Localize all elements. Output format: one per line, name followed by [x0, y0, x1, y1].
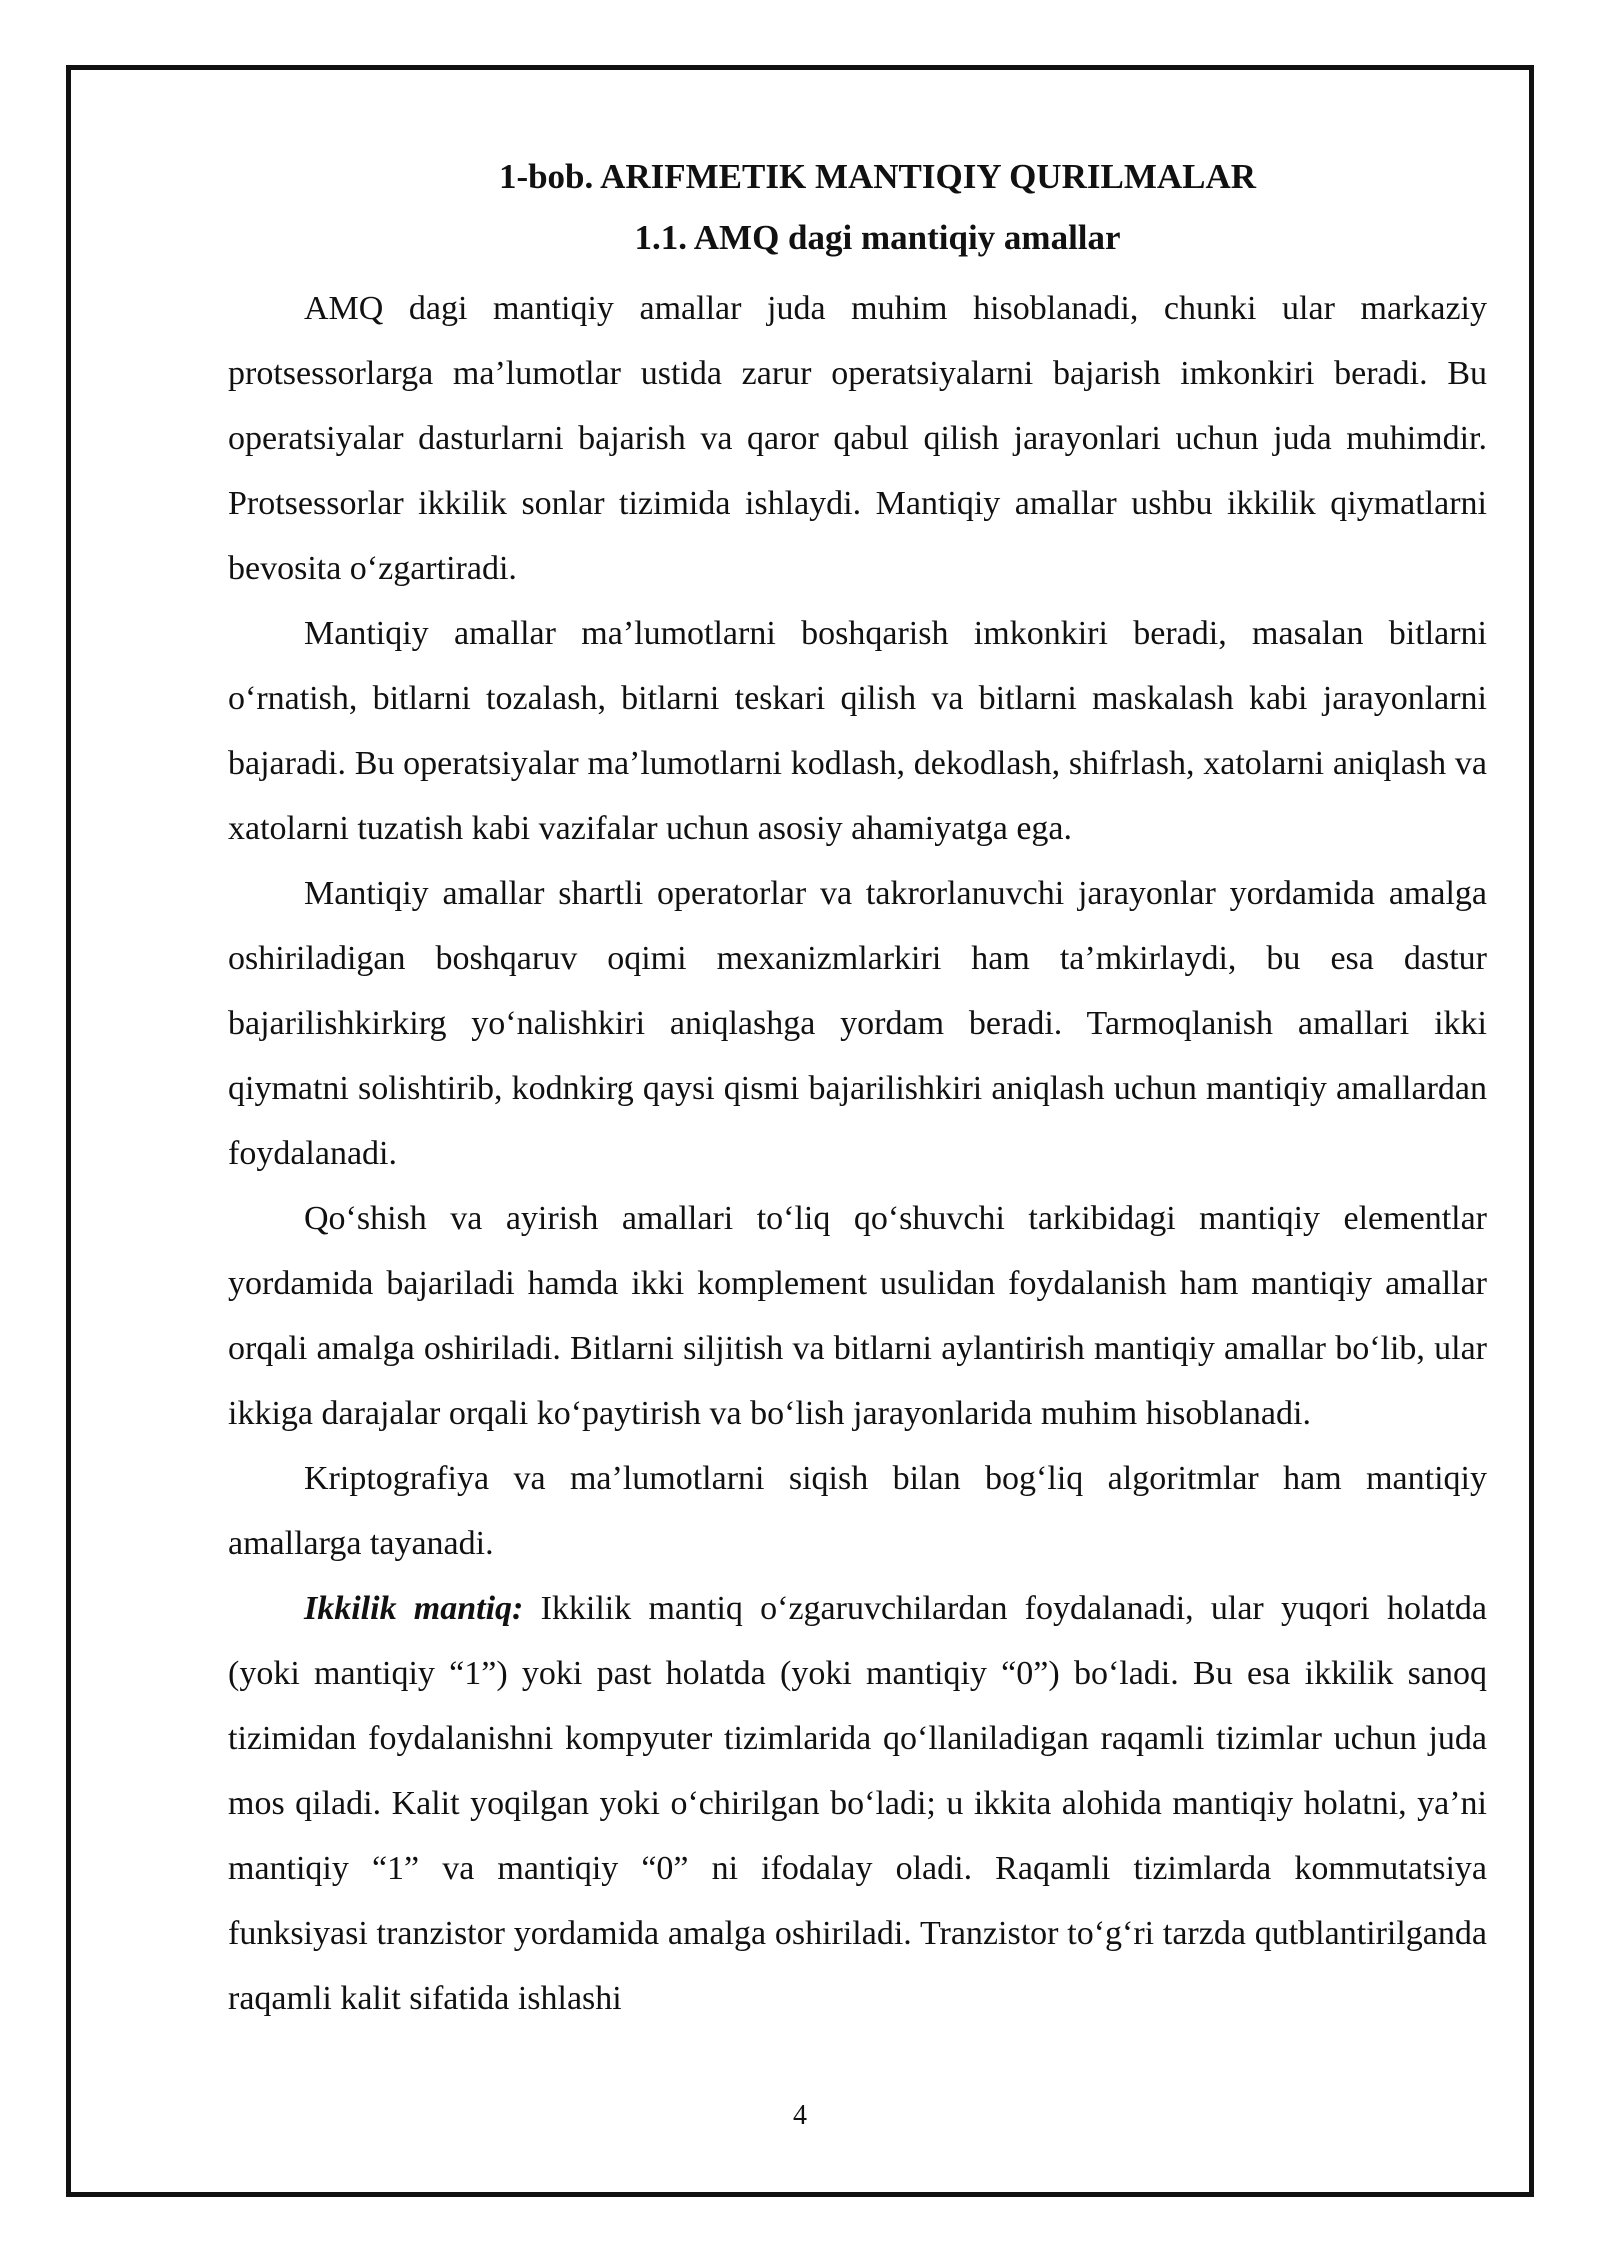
chapter-title: 1-bob. ARIFMETIK MANTIQIY QURILMALAR [498, 157, 1257, 196]
paragraph-1: AMQ dagi mantiqiy amallar juda muhim hisoblanadi, chunki ular markaziy protsessorlarga ma’lumotlar ustida zarur operatsiyalarni bajarish imkonkiri beradi. Bu operatsiyalar dasturlarni bajarish va qaror qabul qilish jarayonlari uchun juda muhimdir. Protsessorlar ikkilik sonlar tizimida ishlaydi. Mantiqiy amallar ushbu ikkilik qiymatlarni bevosita o‘zgartiradi. [228, 290, 1487, 587]
paragraph-6 [228, 1576, 1487, 2031]
page-number: 4 [793, 2100, 807, 2131]
paragraph-4: Qo‘shish va ayirish amallari to‘liq qo‘shuvchi tarkibidagi mantiqiy elementlar yordamida bajariladi hamda ikki komplement usulidan foydalanish ham mantiqiy amallar orqali amalga oshiriladi. Bitlarni siljitish va bitlarni aylantirish mantiqiy amallar bo‘lib, ular ikkiga darajalar orqali ko‘paytirish va bo‘lish jarayonlarida muhim hisoblanadi. [228, 1200, 1487, 1432]
section-title: 1.1. AMQ dagi mantiqiy amallar [634, 218, 1121, 257]
page-content [228, 148, 1487, 2031]
paragraph-3: Mantiqiy amallar shartli operatorlar va takrorlanuvchi jarayonlar yordamida amalga oshiriladigan boshqaruv oqimi mexanizmlarkiri ham ta’mkirlaydi, bu esa dastur bajarilishkirkirg yo‘nalishkiri aniqlashga yordam beradi. Tarmoqlanish amallari ikki qiymatni solishtirib, kodnkirg qaysi qismi bajarilishkiri aniqlash uchun mantiqiy amallardan foydalanadi. [228, 875, 1487, 1172]
paragraph-6-text: Ikkilik mantiq o‘zgaruvchilardan foydalanadi, ular yuqori holatda (yoki mantiqiy “1”) yoki past holatda (yoki mantiqiy “0”) bo‘ladi. Bu esa ikkilik sanoq tizimidan foydalanishni kompyuter tizimlarida qo‘llaniladigan raqamli tizimlar uchun juda mos qiladi. Kalit yoqilgan yoki o‘chirilgan bo‘ladi; u ikkita alohida mantiqiy holatni, ya’ni mantiqiy “1” va mantiqiy “0” ni ifodalay oladi. Raqamli tizimlarda kommutatsiya funksiyasi tranzistor yordamida amalga oshiriladi. Tranzistor to‘g‘ri tarzda qutblantirilganda raqamli kalit sifatida ishlashi [228, 1590, 1488, 2017]
paragraph-5: Kriptografiya va ma’lumotlarni siqish bilan bog‘liq algoritmlar ham mantiqiy amallarga tayanadi. [228, 1460, 1487, 1562]
paragraph-term: Ikkilik mantiq: [304, 1590, 524, 1627]
paragraph-2: Mantiqiy amallar ma’lumotlarni boshqarish imkonkiri beradi, masalan bitlarni o‘rnatish, bitlarni tozalash, bitlarni teskari qilish va bitlarni maskalash kabi jarayonlarni bajaradi. Bu operatsiyalar ma’lumotlarni kodlash, dekodlash, shifrlash, xatolarni aniqlash va xatolarni tuzatish kabi vazifalar uchun asosiy ahamiyatga ega. [228, 615, 1487, 847]
